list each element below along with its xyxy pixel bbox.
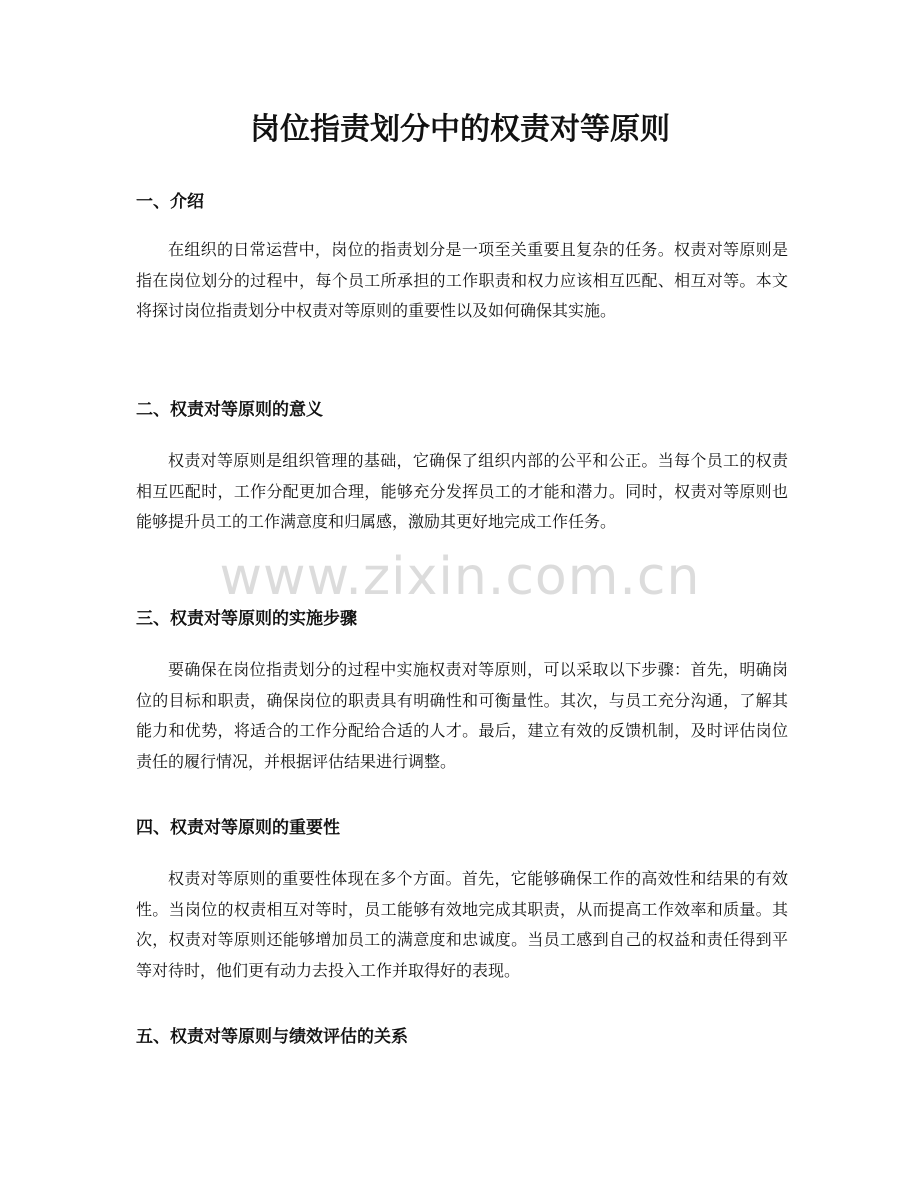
section-heading-performance: 五、权责对等原则与绩效评估的关系 <box>136 1027 408 1047</box>
section-heading-importance: 四、权责对等原则的重要性 <box>136 818 340 838</box>
section-body-introduction: 在组织的日常运营中，岗位的指责划分是一项至关重要且复杂的任务。权责对等原则是指在岗位划分的过程中，每个员工所承担的工作职责和权力应该相互匹配、相互对等。本文将探讨岗位指责划分中权责对等原则的重要性以及如何确保其实施。 <box>136 240 788 320</box>
section-body-importance: 权责对等原则的重要性体现在多个方面。首先，它能够确保工作的高效性和结果的有效性。当岗位的权责相互对等时，员工能够有效地完成其职责，从而提高工作效率和质量。其次，权责对等原则还能够增加员工的满意度和忠诚度。当员工感到自己的权益和责任得到平等对待时，他们更有动力去投入工作并取得好的表现。 <box>136 869 788 980</box>
watermark: www.zixin.com.cn <box>219 547 701 607</box>
document-title: 岗位指责划分中的权责对等原则 <box>250 112 670 147</box>
section-heading-introduction: 一、介绍 <box>136 192 204 212</box>
section-heading-steps: 三、权责对等原则的实施步骤 <box>136 609 357 629</box>
section-heading-significance: 二、权责对等原则的意义 <box>136 400 323 420</box>
section-body-steps: 要确保在岗位指责划分的过程中实施权责对等原则，可以采取以下步骤：首先，明确岗位的目标和职责，确保岗位的职责具有明确性和可衡量性。其次，与员工充分沟通，了解其能力和优势，将适合的工作分配给合适的人才。最后，建立有效的反馈机制，及时评估岗位责任的履行情况，并根据评估结果进行调整。 <box>136 660 788 771</box>
section-body-significance: 权责对等原则是组织管理的基础，它确保了组织内部的公平和公正。当每个员工的权责相互匹配时，工作分配更加合理，能够充分发挥员工的才能和潜力。同时，权责对等原则也能够提升员工的工作满意度和归属感，激励其更好地完成工作任务。 <box>136 451 788 531</box>
